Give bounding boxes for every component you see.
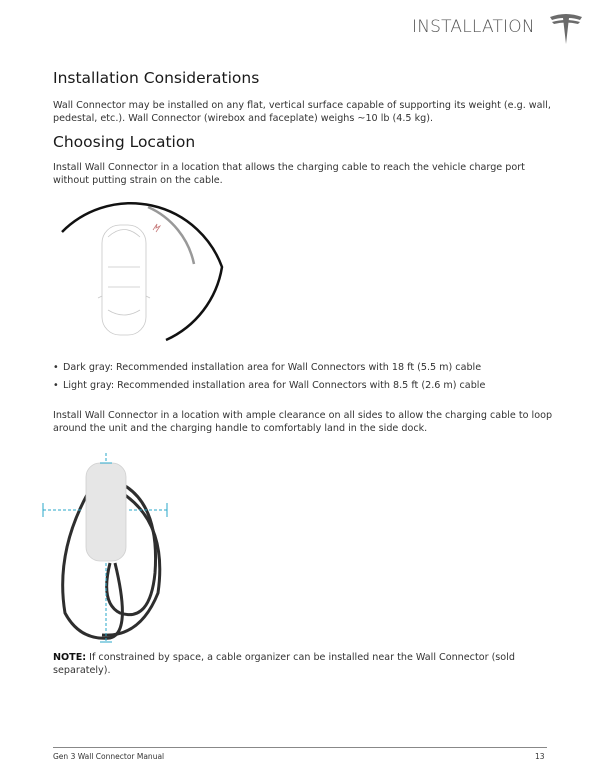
footer-manual-title: Gen 3 Wall Connector Manual bbox=[53, 752, 165, 761]
light-arc-8ft bbox=[148, 207, 194, 264]
clearance-diagram bbox=[40, 453, 200, 643]
page-number: 13 bbox=[535, 752, 545, 761]
legend-list bbox=[53, 361, 573, 397]
car-top-view bbox=[98, 225, 150, 335]
section-title: INSTALLATION bbox=[412, 17, 535, 37]
choosing-location-text: Install Wall Connector in a location that allows the charging cable to reach the vehicle charge port without putting strain on the cable. bbox=[53, 162, 525, 187]
note-label: NOTE: bbox=[53, 652, 87, 663]
heading-choosing-location: Choosing Location bbox=[53, 133, 196, 151]
installation-considerations-text: Wall Connector may be installed on any flat, vertical surface capable of supporting its weight (e.g. wall, pedestal, etc.). Wall Connector (wirebox and faceplate) weighs ~10 lb (4.5 kg). bbox=[53, 100, 551, 125]
tesla-logo-icon bbox=[548, 12, 584, 46]
charge-port-icon bbox=[153, 224, 160, 232]
wall-connector-unit bbox=[86, 463, 126, 561]
clearance-text: Install Wall Connector in a location with ample clearance on all sides to allow the charging cable to loop around the unit and the charging handle to comfortably land in the side dock. bbox=[53, 410, 553, 435]
legend-item-light-gray: • Light gray: Recommended installation area for Wall Connectors with 8.5 ft (2.6 m) cable bbox=[53, 379, 573, 392]
location-diagram bbox=[53, 192, 238, 342]
footer-divider bbox=[53, 747, 547, 748]
heading-installation-considerations: Installation Considerations bbox=[53, 69, 260, 87]
dark-arc-18ft bbox=[62, 203, 222, 340]
legend-item-dark-gray: • Dark gray: Recommended installation area for Wall Connectors with 18 ft (5.5 m) cable bbox=[53, 361, 573, 374]
note-text bbox=[53, 651, 563, 678]
note-body: If constrained by space, a cable organizer can be installed near the Wall Connector (sold separately). bbox=[53, 652, 515, 677]
